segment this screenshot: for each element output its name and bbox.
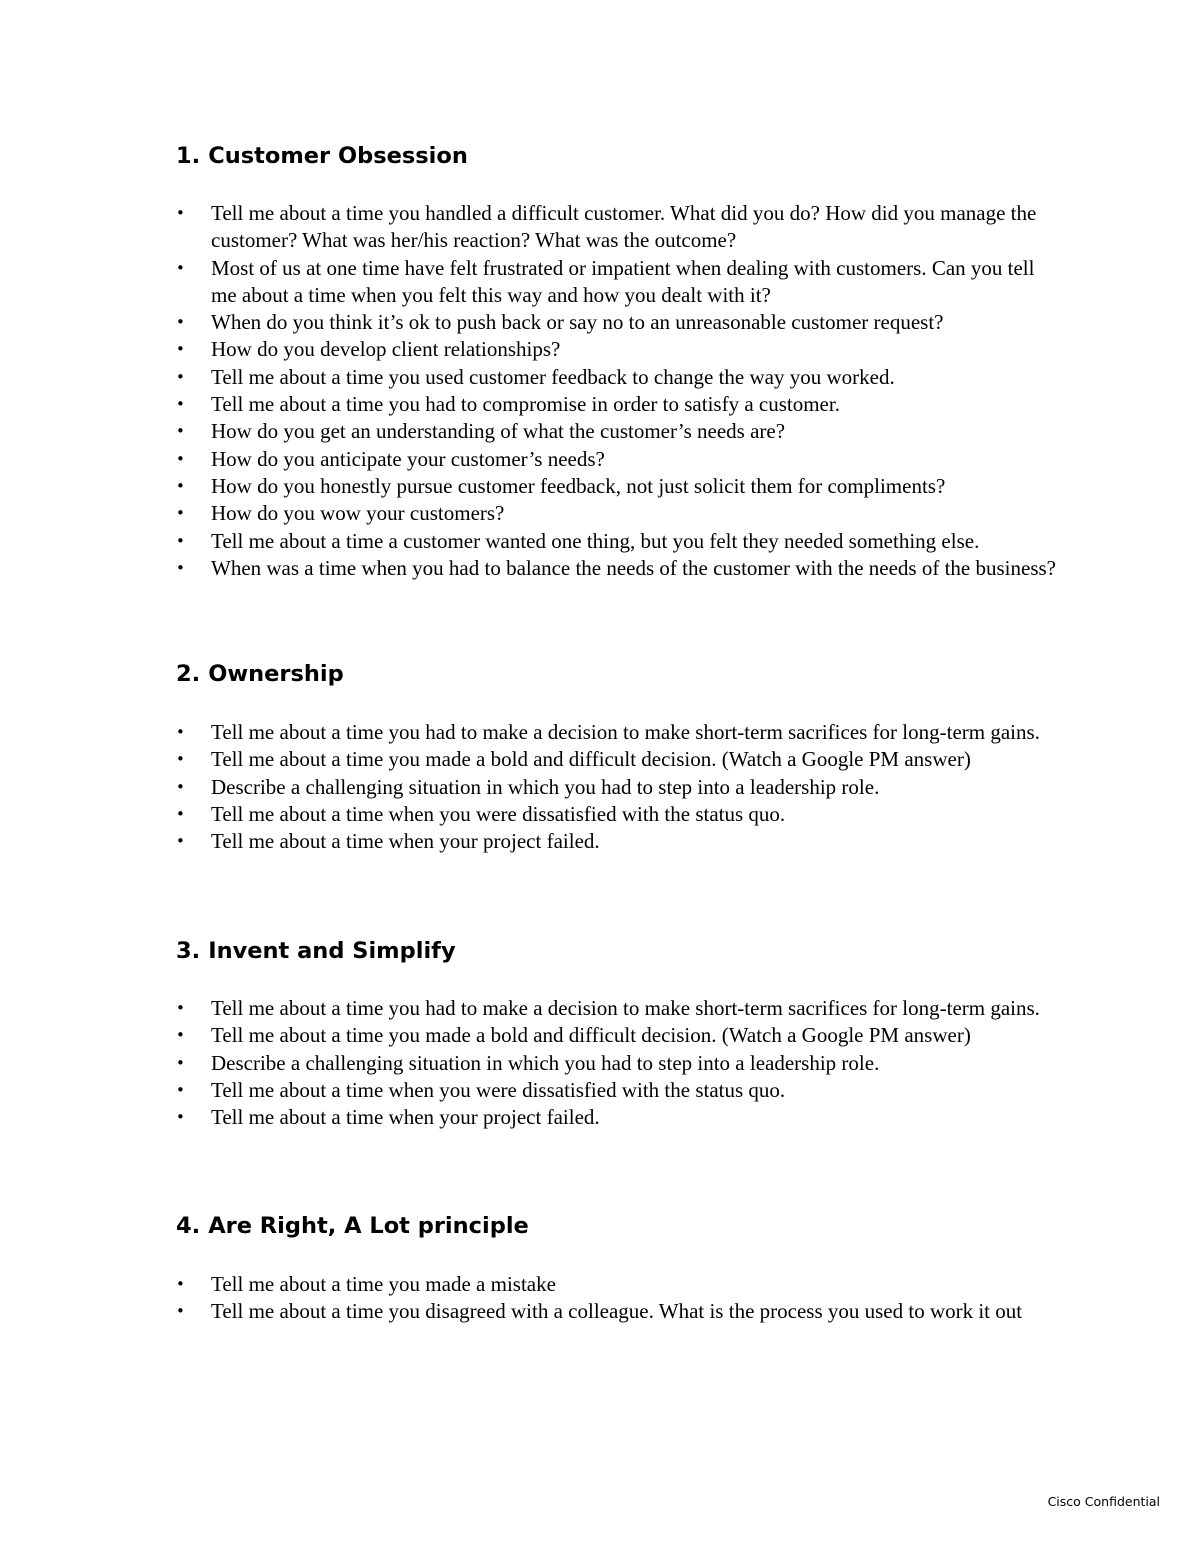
question-text: Tell me about a time you made a mistake: [211, 1272, 556, 1296]
bullet-icon: •: [176, 367, 185, 386]
question-text: Tell me about a time you made a bold and difficult decision. (Watch a Google PM answer): [211, 747, 971, 772]
bullet-icon: •: [176, 258, 185, 277]
bullet-icon: •: [176, 1080, 185, 1099]
question-item: [176, 1298, 1061, 1325]
confidentiality-footer: Cisco Confidential: [1047, 1494, 1160, 1509]
question-item: [176, 336, 1061, 363]
question-item: [176, 719, 1061, 746]
bullet-icon: •: [176, 804, 185, 823]
bullet-icon: •: [176, 531, 185, 550]
question-text: How do you honestly pursue customer feedback, not just solicit them for compliments?: [211, 473, 946, 498]
bullet-icon: •: [176, 313, 185, 332]
section-heading: [176, 141, 1076, 171]
question-text: Tell me about a time you used customer feedback to change the way you worked.: [211, 364, 895, 389]
question-text: Tell me about a time you disagreed with a colleague. What is the process you used to work it out: [211, 1299, 1023, 1324]
question-list: [176, 200, 1076, 582]
section-number: 3.: [176, 938, 201, 964]
bullet-icon: •: [176, 750, 185, 769]
section-number: 4.: [176, 1213, 201, 1239]
question-item: [176, 1077, 1061, 1104]
bullet-icon: •: [176, 476, 185, 495]
question-item: [176, 418, 1061, 445]
question-text: Tell me about a time when your project failed.: [211, 1105, 600, 1130]
section-number: 2.: [176, 661, 201, 687]
bullet-icon: •: [176, 723, 185, 741]
section-title: Ownership: [208, 661, 344, 687]
question-item: [176, 446, 1061, 473]
section-are-right-a-lot: [176, 1211, 1076, 1324]
section-heading: [176, 659, 1076, 689]
bullet-icon: •: [176, 1108, 185, 1127]
bullet-icon: •: [176, 1026, 185, 1045]
question-text: How do you wow your customers?: [211, 501, 505, 526]
question-text: Describe a challenging situation in which you had to step into a leadership role.: [211, 1050, 880, 1075]
question-text: How do you get an understanding of what the customer’s needs are?: [211, 419, 786, 444]
question-item: [176, 995, 1061, 1022]
section-ownership: [176, 659, 1076, 854]
question-text: Tell me about a time when your project failed.: [211, 829, 600, 854]
question-item: [176, 1271, 1061, 1298]
question-text: Describe a challenging situation in which you had to step into a leadership role.: [211, 774, 880, 799]
bullet-icon: •: [176, 1053, 185, 1072]
question-item: [176, 528, 1061, 555]
question-item: [176, 828, 1061, 855]
question-text: Tell me about a time you had to make a decision to make short-term sacrifices for long-term gains.: [211, 996, 1040, 1020]
section-title: Are Right, A Lot principle: [208, 1213, 529, 1239]
bullet-icon: •: [176, 449, 185, 468]
question-item: [176, 555, 1061, 582]
question-item: [176, 1050, 1061, 1077]
question-list: [176, 1271, 1076, 1326]
question-text: Most of us at one time have felt frustrated or impatient when dealing with customers. Can you tell me about a time when you felt this way and how you dealt with it?: [211, 255, 1035, 307]
question-item: [176, 774, 1061, 801]
bullet-icon: •: [176, 504, 185, 523]
question-text: Tell me about a time you had to compromise in order to satisfy a customer.: [211, 392, 840, 417]
section-heading: [176, 936, 1076, 966]
bullet-icon: •: [176, 777, 185, 796]
bullet-icon: •: [176, 204, 185, 222]
question-item: [176, 500, 1061, 527]
question-text: Tell me about a time when you were dissatisfied with the status quo.: [211, 801, 786, 826]
question-text: When was a time when you had to balance the needs of the customer with the needs of the business?: [211, 555, 1056, 580]
bullet-icon: •: [176, 395, 185, 414]
section-title: Customer Obsession: [208, 143, 468, 169]
question-item: [176, 801, 1061, 828]
question-list: [176, 719, 1076, 855]
question-text: Tell me about a time you had to make a decision to make short-term sacrifices for long-term gains.: [211, 720, 1040, 744]
bullet-icon: •: [176, 558, 185, 577]
question-text: How do you anticipate your customer’s needs?: [211, 446, 605, 471]
section-invent-and-simplify: [176, 936, 1076, 1130]
question-text: Tell me about a time when you were dissatisfied with the status quo.: [211, 1077, 786, 1102]
bullet-icon: •: [176, 832, 185, 851]
question-text: How do you develop client relationships?: [211, 337, 561, 362]
question-item: [176, 1104, 1061, 1131]
question-item: [176, 364, 1061, 391]
section-customer-obsession: [176, 141, 1076, 580]
section-title: Invent and Simplify: [208, 938, 456, 964]
bullet-icon: •: [176, 422, 185, 441]
section-number: 1.: [176, 143, 201, 169]
question-item: [176, 391, 1061, 418]
bullet-icon: •: [176, 999, 185, 1017]
question-item: [176, 746, 1061, 773]
question-text: When do you think it’s ok to push back or say no to an unreasonable customer request?: [211, 310, 944, 335]
section-heading: [176, 1211, 1076, 1241]
question-item: [176, 255, 1061, 310]
question-item: [176, 473, 1061, 500]
question-item: [176, 200, 1061, 255]
bullet-icon: •: [176, 340, 185, 359]
question-list: [176, 995, 1076, 1131]
question-text: Tell me about a time you made a bold and difficult decision. (Watch a Google PM answer): [211, 1023, 971, 1048]
bullet-icon: •: [176, 1302, 185, 1321]
bullet-icon: •: [176, 1275, 185, 1293]
question-text: Tell me about a time a customer wanted one thing, but you felt they needed something else.: [211, 528, 980, 553]
question-item: [176, 1022, 1061, 1049]
question-item: [176, 309, 1061, 336]
question-text: Tell me about a time you handled a difficult customer. What did you do? How did you manage the customer? What was her/his reaction? What was the outcome?: [211, 201, 1037, 253]
